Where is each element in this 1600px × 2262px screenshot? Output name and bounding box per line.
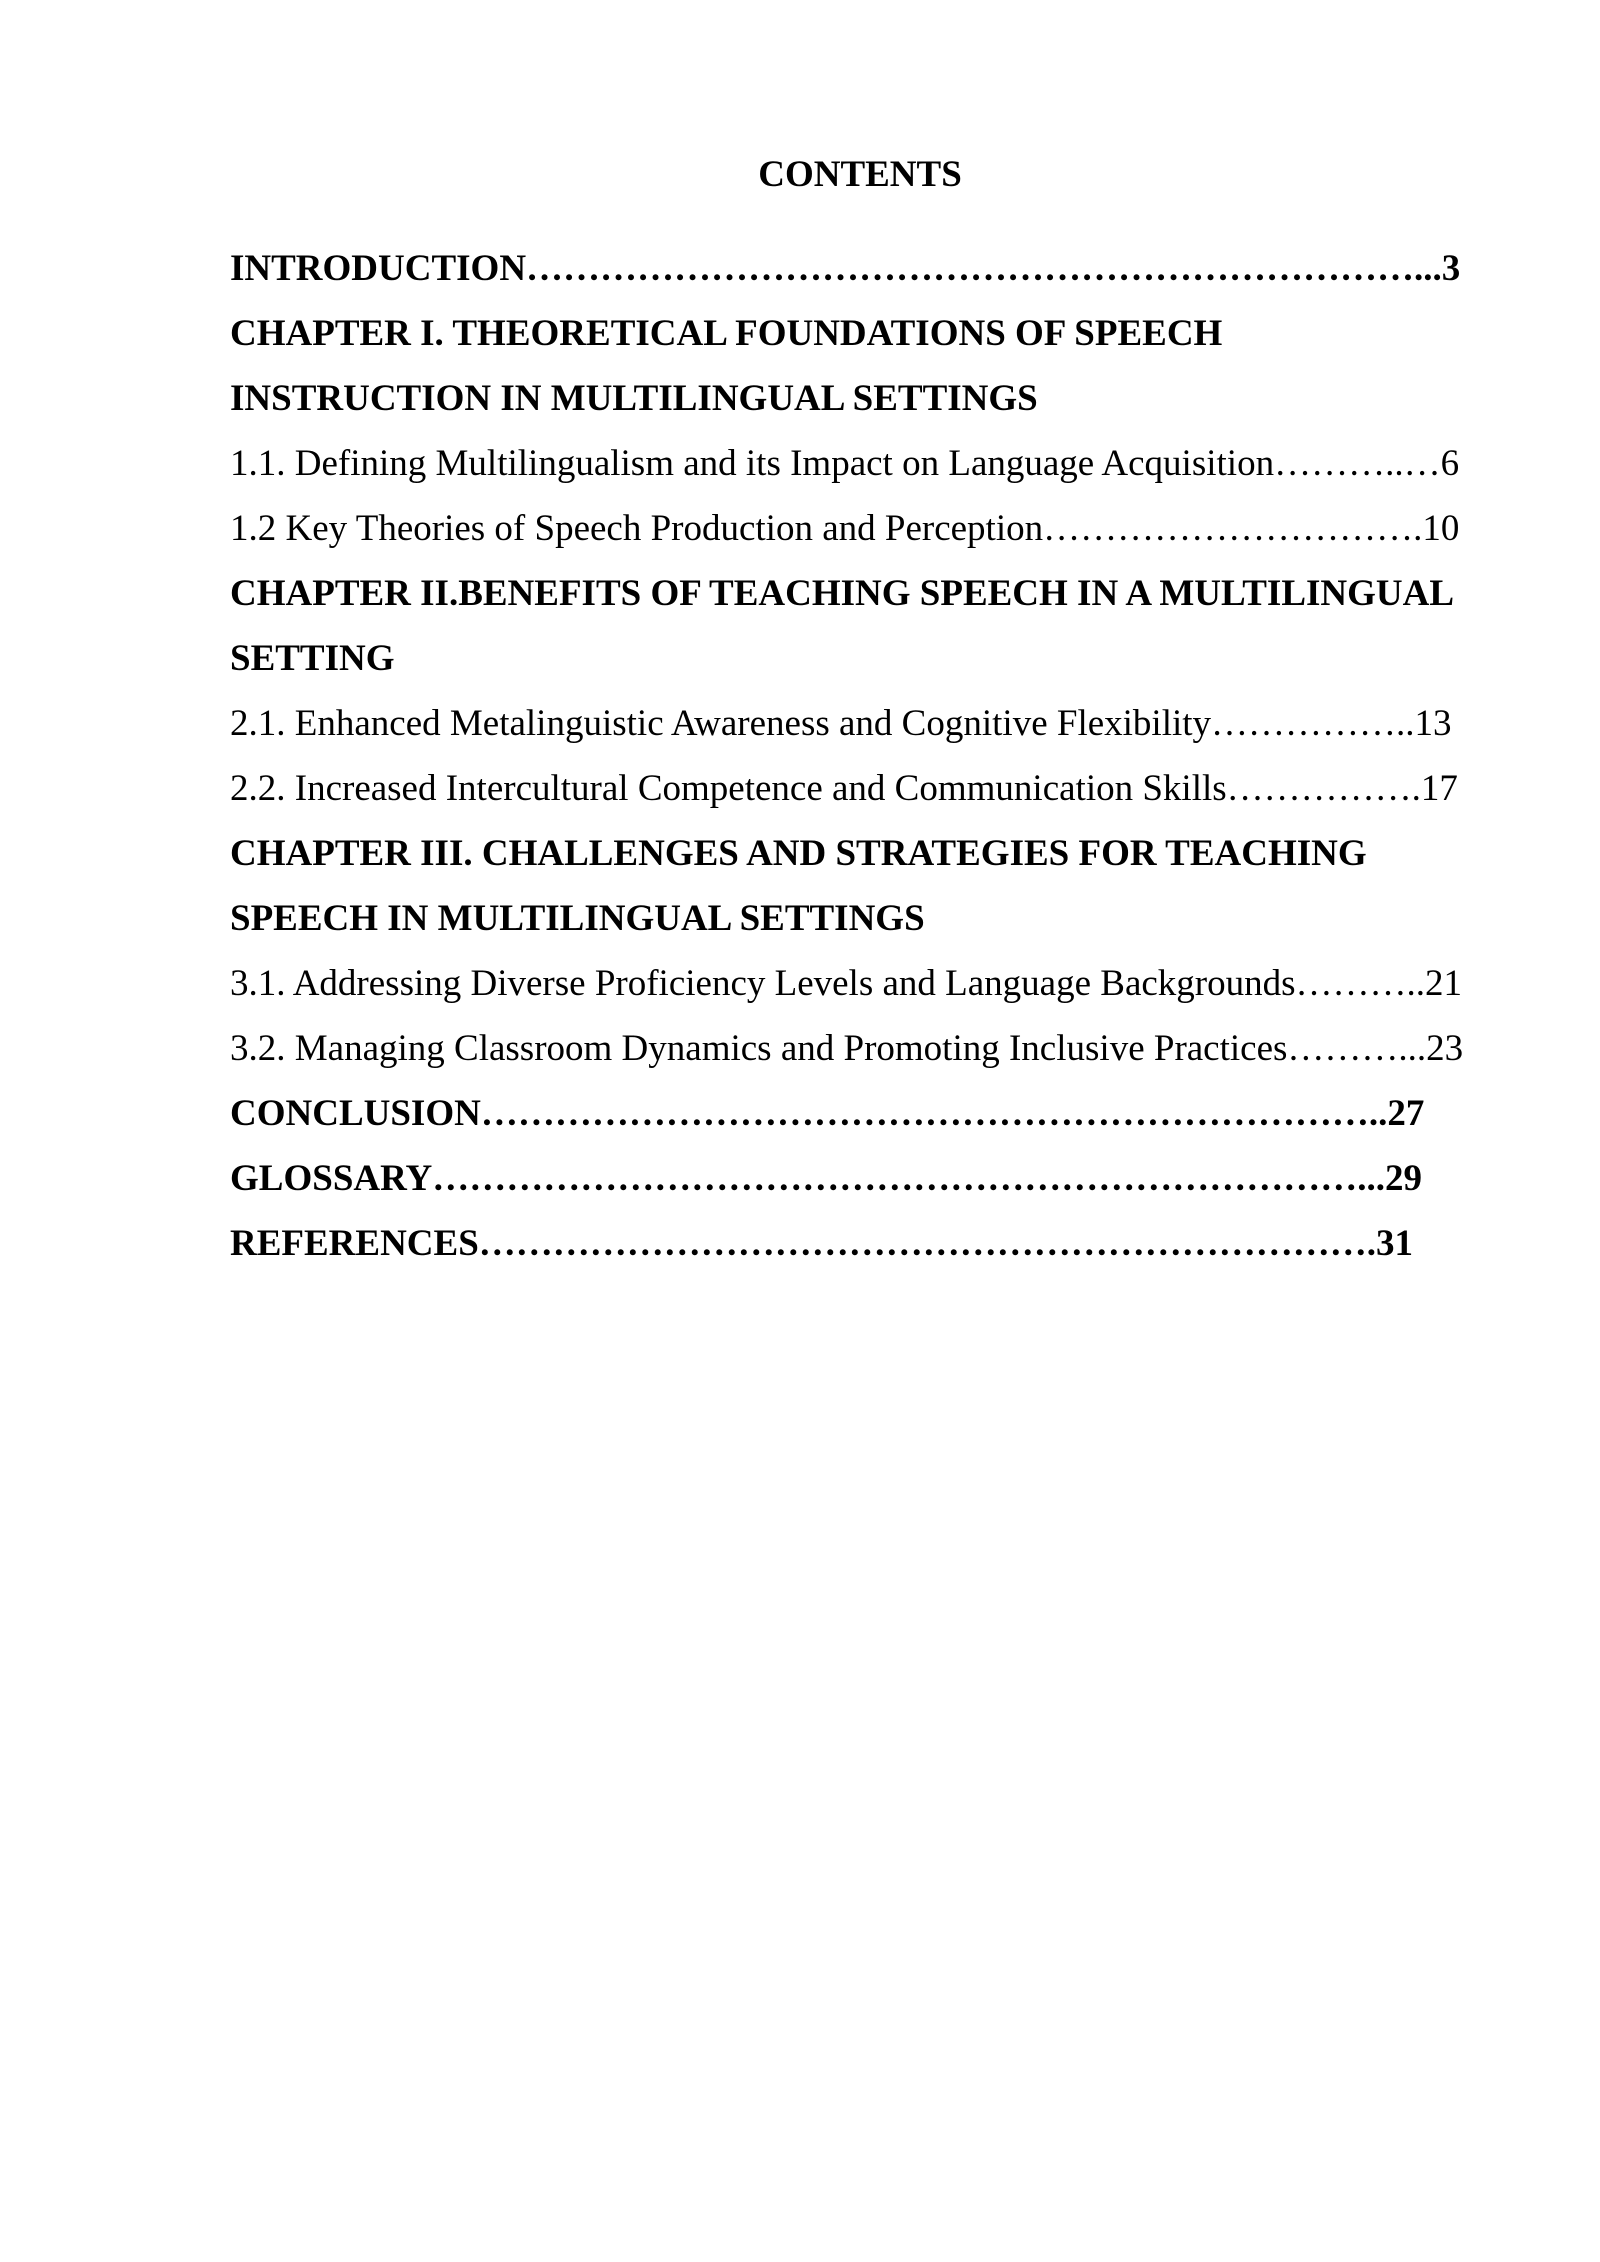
toc-entry-section-2-1: 2.1. Enhanced Metalinguistic Awareness and Cognitive Flexibility……………..13: [230, 703, 1452, 744]
toc-entry-section-1-1: 1.1. Defining Multilingualism and its Impact on Language Acquisition………..…6: [230, 443, 1460, 484]
toc-entry-chapter-1-line-1: CHAPTER I. THEORETICAL FOUNDATIONS OF SPEECH: [230, 313, 1223, 354]
toc-entry-chapter-3-line-1: CHAPTER III. CHALLENGES AND STRATEGIES FOR TEACHING: [230, 833, 1367, 874]
toc-entry-references: REFERENCES……………………………………………………………….31: [230, 1223, 1414, 1264]
toc-entry-chapter-3-line-2: SPEECH IN MULTILINGUAL SETTINGS: [230, 898, 925, 939]
toc-entry-introduction: INTRODUCTION………………………………………………………………...3: [230, 248, 1461, 289]
toc-entry-chapter-1-line-2: INSTRUCTION IN MULTILINGUAL SETTINGS: [230, 378, 1038, 419]
toc-entry-section-1-2: 1.2 Key Theories of Speech Production and Perception………………………….10: [230, 508, 1460, 549]
toc-entry-chapter-2-line-2: SETTING: [230, 638, 395, 679]
toc-entry-glossary: GLOSSARY…………………………………………………………………...29: [230, 1158, 1423, 1199]
toc-entry-section-3-1: 3.1. Addressing Diverse Proficiency Levels and Language Backgrounds………..21: [230, 963, 1463, 1004]
toc-entry-section-2-2: 2.2. Increased Intercultural Competence and Communication Skills…………….17: [230, 768, 1458, 809]
page-title: CONTENTS: [758, 154, 962, 195]
toc-entry-section-3-2: 3.2. Managing Classroom Dynamics and Promoting Inclusive Practices………...23: [230, 1028, 1464, 1069]
toc-entry-chapter-2-line-1: CHAPTER II.BENEFITS OF TEACHING SPEECH IN A MULTILINGUAL: [230, 573, 1455, 614]
toc-entry-conclusion: CONCLUSION………………………………………………………………..27: [230, 1093, 1425, 1134]
